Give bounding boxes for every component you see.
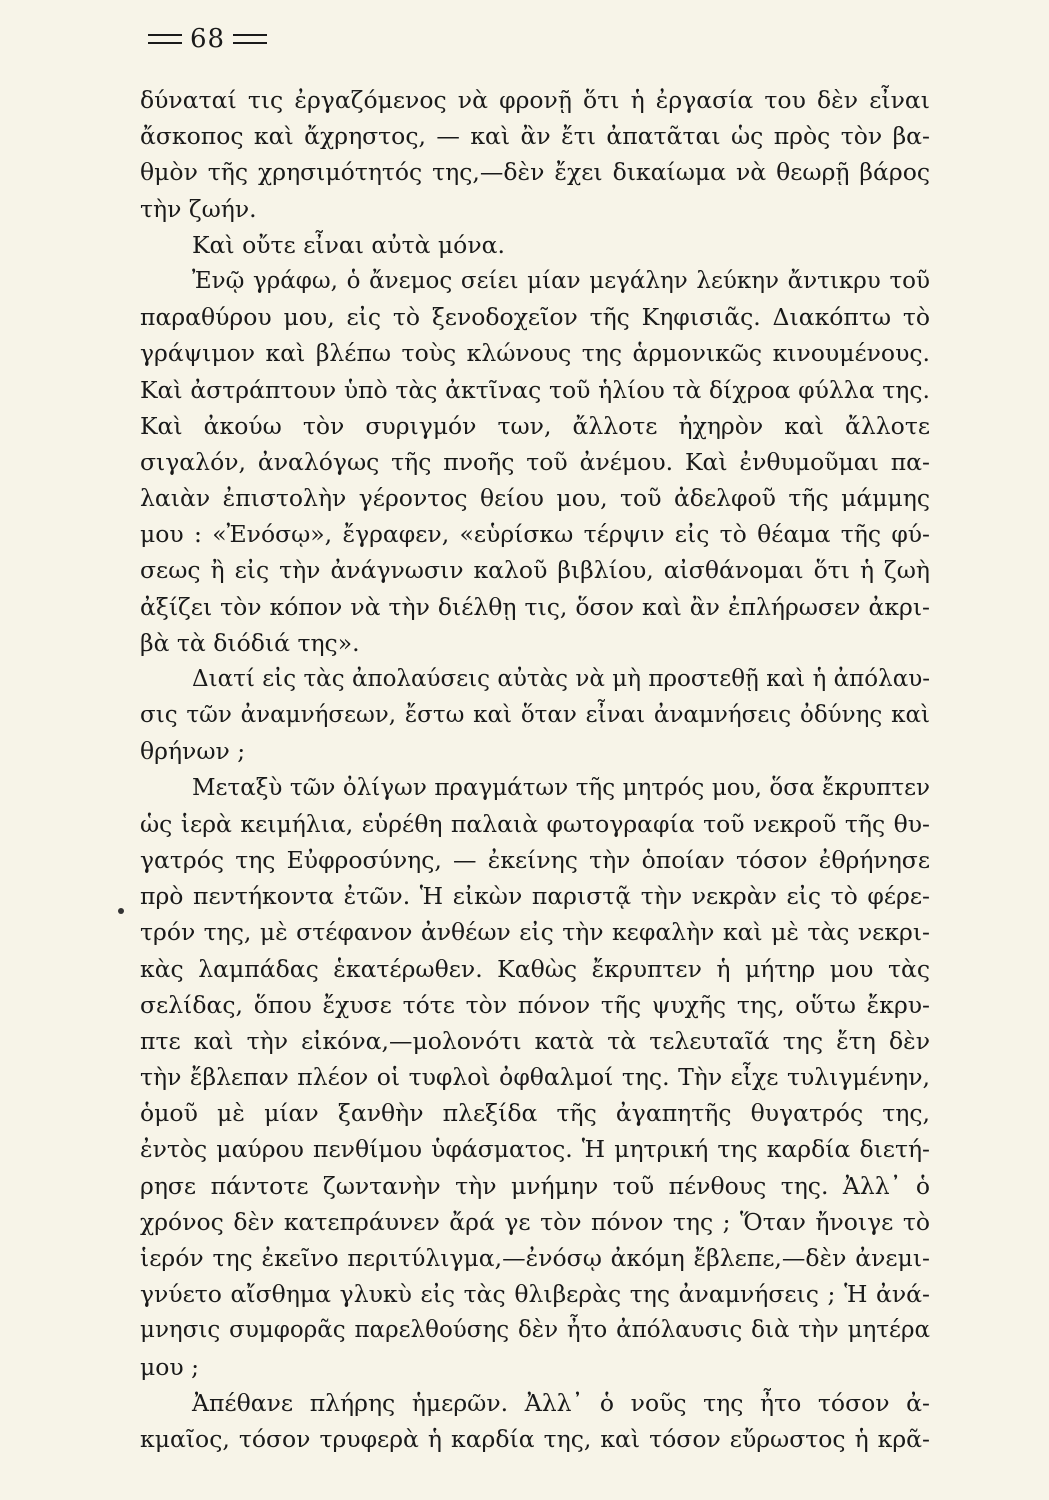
text-line: πτε καὶ τὴν εἰκόνα,—μολονότι κατὰ τὰ τελευταῖά της ἔτη δὲν bbox=[140, 1026, 930, 1055]
text-line: μου : «Ἐνόσῳ», ἔγραφεν, «εὑρίσκω τέρψιν εἰς τὸ θέαμα τῆς φύ- bbox=[140, 520, 930, 549]
text-line: Καὶ ἀκούω τὸν συριγμόν των, ἄλλοτε ἠχηρὸν καὶ ἄλλοτε bbox=[140, 411, 930, 440]
text-line: τρόν της, μὲ στέφανον ἀνθέων εἰς τὴν κεφαλὴν καὶ μὲ τὰς νεκρι- bbox=[140, 918, 930, 947]
text-line: σελίδας, ὅπου ἔχυσε τότε τὸν πόνον τῆς ψυχῆς της, οὕτω ἔκρυ- bbox=[140, 990, 930, 1019]
text-line: τὴν ζωήν. bbox=[140, 194, 257, 223]
text-line: βὰ τὰ διόδιά της». bbox=[140, 628, 360, 657]
text-line: μνησις συμφορᾶς παρελθούσης δὲν ἦτο ἀπόλαυσις διὰ τὴν μητέρα bbox=[140, 1317, 930, 1344]
text-line: ρησε πάντοτε ζωντανὴν τὴν μνήμην τοῦ πένθους της. Ἀλλ᾽ ὁ bbox=[140, 1171, 930, 1200]
text-line: Μεταξὺ τῶν ὀλίγων πραγμάτων τῆς μητρός μου, ὅσα ἔκρυπτεν bbox=[192, 774, 930, 801]
text-line: σεως ἢ εἰς τὴν ἀνάγνωσιν καλοῦ βιβλίου, αἰσθάνομαι ὅτι ἡ ζωὴ bbox=[140, 556, 930, 585]
text-line: ἐντὸς μαύρου πενθίμου ὑφάσματος. Ἡ μητρική της καρδία διετή- bbox=[140, 1135, 930, 1164]
text-line: κὰς λαμπάδας ἑκατέρωθεν. Καθὼς ἔκρυπτεν ἡ μήτηρ μου τὰς bbox=[140, 954, 930, 983]
text-line: σιγαλόν, ἀναλόγως τῆς πνοῆς τοῦ ἀνέμου. Καὶ ἐνθυμοῦμαι πα- bbox=[140, 447, 930, 476]
text-line: χρόνος δὲν κατεπράυνεν ἄρά γε τὸν πόνον της ; Ὅταν ἤνοιγε τὸ bbox=[140, 1207, 930, 1236]
text-line: Ἀπέθανε πλήρης ἡμερῶν. Ἀλλ᾽ ὁ νοῦς της ἦτο τόσον ἀ- bbox=[192, 1388, 930, 1417]
text-line: ἱερόν της ἐκεῖνο περιτύλιγμα,—ἐνόσῳ ἀκόμη ἔβλεπε,—δὲν ἀνεμι- bbox=[140, 1244, 930, 1272]
text-line: Καὶ ἀστράπτουν ὑπὸ τὰς ἀκτῖνας τοῦ ἡλίου τὰ δίχροα φύλλα της. bbox=[140, 375, 930, 404]
text-line: ἀξίζει τὸν κόπον νὰ τὴν διέλθῃ τις, ὅσον καὶ ἂν ἐπλήρωσεν ἀκρι- bbox=[140, 592, 930, 621]
text-line: ὡς ἱερὰ κειμήλια, εὑρέθη παλαιὰ φωτογραφία τοῦ νεκροῦ τῆς θυ- bbox=[140, 809, 930, 838]
text-line: πρὸ πεντήκοντα ἐτῶν. Ἡ εἰκὼν παριστᾷ τὴν νεκρὰν εἰς τὸ φέρε- bbox=[140, 882, 930, 911]
text-line: κμαῖος, τόσον τρυφερὰ ἡ καρδία της, καὶ τόσον εὔρωστος ἡ κρᾶ- bbox=[140, 1424, 930, 1453]
text-line: θμὸν τῆς χρησιμότητός της,—δὲν ἔχει δικαίωμα νὰ θεωρῇ βάρος bbox=[140, 158, 930, 187]
text-line: δύναταί τις ἐργαζόμενος νὰ φρονῇ ὅτι ἡ ἐργασία του δὲν εἶναι bbox=[140, 86, 930, 114]
text-line: γράψιμον καὶ βλέπω τοὺς κλώνους της ἁρμονικῶς κινουμένους. bbox=[140, 339, 930, 368]
header-rule-left bbox=[148, 34, 182, 44]
text-line: μου ; bbox=[140, 1352, 200, 1381]
header-rule-right bbox=[233, 34, 267, 44]
page-header bbox=[148, 24, 267, 54]
text-line: θρήνων ; bbox=[140, 737, 246, 766]
page-number: 68 bbox=[190, 24, 226, 54]
text-line: Διατί εἰς τὰς ἀπολαύσεις αὐτὰς νὰ μὴ προστεθῇ καὶ ἡ ἀπόλαυ- bbox=[192, 666, 930, 692]
text-line: Ἐνῷ γράφω, ὁ ἄνεμος σείει μίαν μεγάλην λεύκην ἄντικρυ τοῦ bbox=[192, 267, 930, 294]
text-line: τὴν ἔβλεπαν πλέον οἱ τυφλοὶ ὀφθαλμοί της. Τὴν εἶχε τυλιγμένην, bbox=[140, 1063, 930, 1092]
text-line: παραθύρου μου, εἰς τὸ ξενοδοχεῖον τῆς Κηφισιᾶς. Διακόπτω τὸ bbox=[140, 303, 930, 332]
text-line: γνύετο αἴσθημα γλυκὺ εἰς τὰς θλιβερὰς της ἀναμνήσεις ; Ἡ ἀνά- bbox=[140, 1280, 930, 1309]
text-line: ὁμοῦ μὲ μίαν ξανθὴν πλεξίδα τῆς ἀγαπητῆς θυγατρός της, bbox=[140, 1099, 930, 1128]
text-line: γατρός της Εὐφροσύνης, — ἐκείνης τὴν ὁποίαν τόσον ἐθρήνησε bbox=[140, 845, 930, 874]
text-line: ἄσκοπος καὶ ἄχρηστος, — καὶ ἂν ἔτι ἀπατᾶται ὡς πρὸς τὸν βα- bbox=[140, 122, 930, 151]
margin-mark bbox=[118, 908, 124, 914]
body-text bbox=[140, 82, 930, 1457]
text-line: σις τῶν ἀναμνήσεων, ἔστω καὶ ὅταν εἶναι ἀναμνήσεις ὀδύνης καὶ bbox=[140, 702, 930, 729]
text-line: λαιὰν ἐπιστολὴν γέροντος θείου μου, τοῦ ἀδελφοῦ τῆς μάμμης bbox=[140, 484, 930, 513]
text-line: Καὶ οὔτε εἶναι αὐτὰ μόνα. bbox=[192, 230, 505, 259]
